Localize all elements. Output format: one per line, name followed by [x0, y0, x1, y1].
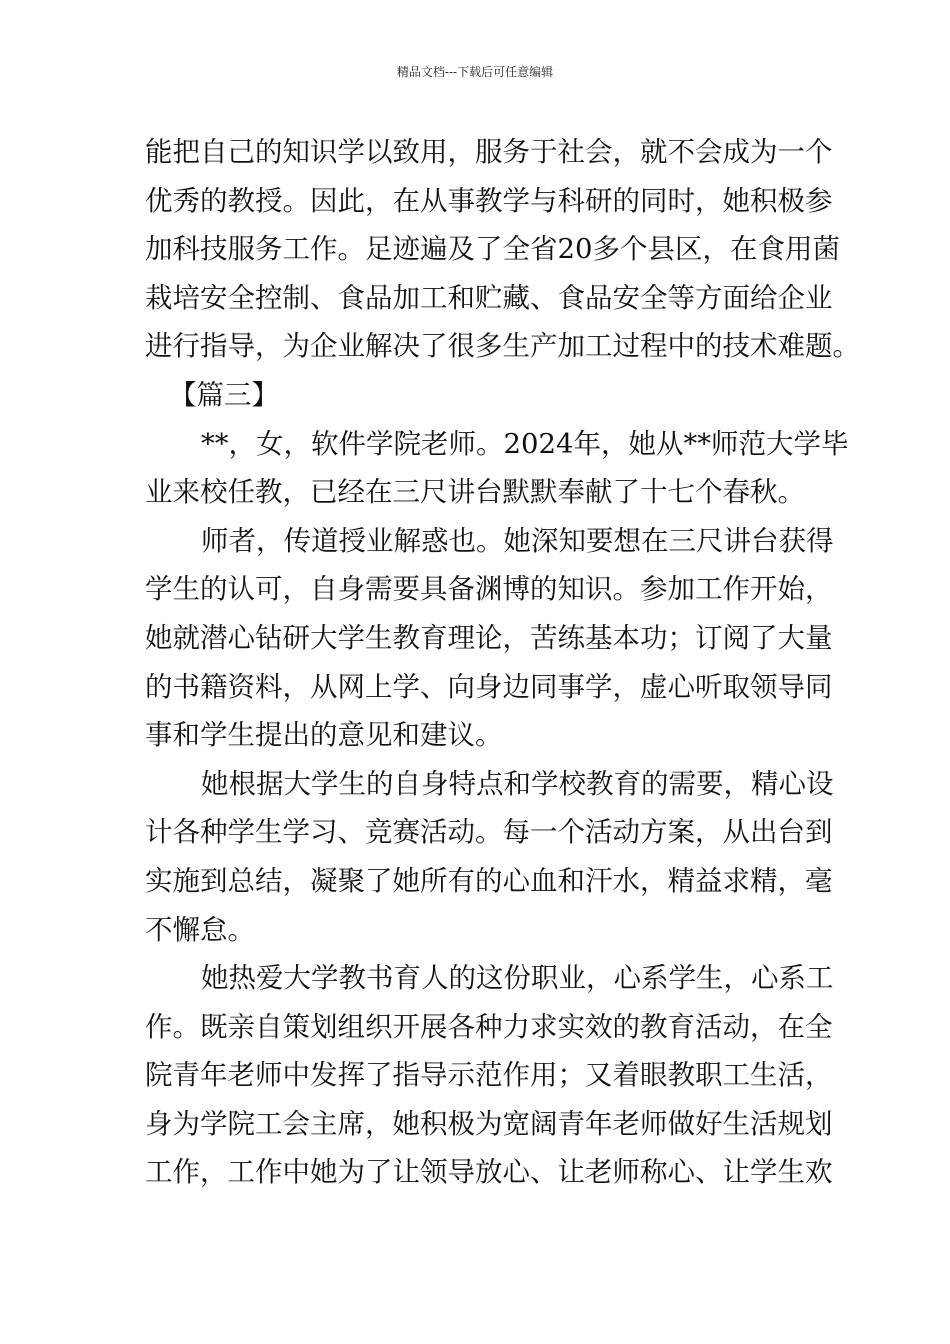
text-line: 她根据大学生的自身特点和学校教育的需要，精心设 — [201, 767, 834, 800]
text-line: 工作，工作中她为了让领导放心、让老师称心、让学生欢 — [145, 1156, 833, 1189]
text-line: 计各种学生学习、竞赛活动。每一个活动方案，从出台到 — [145, 816, 833, 849]
text-line: 身为学院工会主席，她积极为宽阔青年老师做好生活规划 — [145, 1107, 833, 1140]
paragraph-2 — [145, 420, 849, 517]
text-line: 她就潜心钻研大学生教育理论，苦练基本功；订阅了大量 — [145, 621, 833, 654]
text-line: **，女，软件学院老师。2024年，她从**师范大学毕 — [201, 427, 849, 460]
text-line: 能把自己的知识学以致用，服务于社会，就不会成为一个 — [145, 136, 833, 168]
section-heading — [145, 371, 810, 420]
paragraph-4 — [145, 760, 834, 954]
text-line: 加科技服务工作。足迹遍及了全省20多个县区，在食用菌 — [145, 233, 840, 266]
text-line: 学生的认可，自身需要具备渊博的知识。参加工作开始， — [145, 573, 833, 606]
page-header: 精品文档---下载后可任意编辑 — [396, 65, 554, 79]
text-line: 进行指导，为企业解决了很多生产加工过程中的技术难题。 — [145, 330, 860, 363]
text-line: 实施到总结，凝聚了她所有的心血和汗水，精益求精，毫 — [145, 864, 833, 897]
text-line: 作。既亲自策划组织开展各种力求实效的教育活动，在全 — [145, 1010, 833, 1043]
text-line: 院青年老师中发挥了指导示范作用；又着眼教职工生活， — [145, 1059, 833, 1092]
text-line: 不懈怠。 — [145, 913, 255, 946]
text-line: 的书籍资料，从网上学、向身边同事学，虚心听取领导同 — [145, 670, 833, 703]
text-line: 优秀的教授。因此，在从事教学与科研的同时，她积极参 — [145, 184, 833, 217]
document-body — [145, 128, 860, 1197]
text-line: 栽培安全控制、食品加工和贮藏、食品安全等方面给企业 — [145, 281, 833, 314]
text-line: 业来校任教，已经在三尺讲台默默奉献了十七个春秋。 — [145, 476, 805, 509]
text-line: 师者，传道授业解惑也。她深知要想在三尺讲台获得 — [201, 524, 834, 557]
paragraph-1 — [145, 128, 860, 371]
text-line: 事和学生提出的意见和建议。 — [145, 719, 503, 752]
paragraph-5 — [145, 954, 834, 1197]
paragraph-3 — [145, 517, 834, 760]
text-line: 她热爱大学教书育人的这份职业，心系学生，心系工 — [201, 962, 834, 995]
section-heading-text: 【篇三】 — [169, 378, 279, 411]
